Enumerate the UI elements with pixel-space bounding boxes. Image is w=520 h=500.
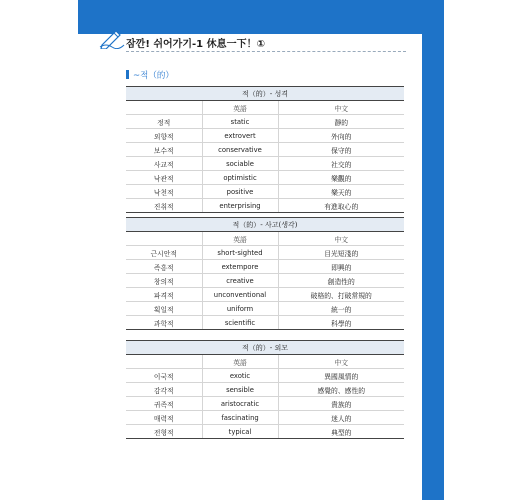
cell-chinese: 即興的 [278, 260, 404, 274]
pencil-icon [98, 27, 126, 49]
header-korean [126, 355, 202, 369]
table-row [126, 260, 404, 274]
cell-chinese: 感覺的、感性的 [278, 383, 404, 397]
cell-chinese: 破格的、打破常規的 [278, 288, 404, 302]
table-row [126, 383, 404, 397]
cell-english: static [202, 115, 278, 129]
section-title-text: ~적（的） [133, 71, 174, 81]
table-caption: 적（的）- 성격 [126, 87, 404, 101]
header-chinese: 中文 [278, 355, 404, 369]
cell-chinese: 異國風情的 [278, 369, 404, 383]
header-english: 英語 [202, 101, 278, 115]
cell-korean: 감각적 [126, 383, 202, 397]
header-english: 英語 [202, 232, 278, 246]
table-row [126, 199, 404, 213]
table-row [126, 425, 404, 439]
header-korean [126, 101, 202, 115]
cell-korean: 창의적 [126, 274, 202, 288]
table-row [126, 411, 404, 425]
cell-korean: 파격적 [126, 288, 202, 302]
cell-chinese: 迷人的 [278, 411, 404, 425]
cell-chinese: 目光短淺的 [278, 246, 404, 260]
header-chinese: 中文 [278, 232, 404, 246]
section-marker-icon [126, 70, 129, 79]
cell-korean: 과학적 [126, 316, 202, 330]
cell-korean: 보수적 [126, 143, 202, 157]
cell-english: typical [202, 425, 278, 439]
table-row [126, 302, 404, 316]
vocab-table-thinking [126, 217, 404, 330]
table-row [126, 246, 404, 260]
cell-korean: 근시안적 [126, 246, 202, 260]
section-title [126, 69, 174, 81]
cell-korean: 획일적 [126, 302, 202, 316]
table-row [126, 143, 404, 157]
header-korean [126, 232, 202, 246]
cell-english: conservative [202, 143, 278, 157]
cell-chinese: 樂天的 [278, 185, 404, 199]
table-row [126, 185, 404, 199]
cell-korean: 귀족적 [126, 397, 202, 411]
cell-english: sensible [202, 383, 278, 397]
table-row [126, 316, 404, 330]
cell-english: uniform [202, 302, 278, 316]
cell-korean: 외향적 [126, 129, 202, 143]
heading-divider [126, 51, 406, 52]
cell-chinese: 統一的 [278, 302, 404, 316]
cell-english: short-sighted [202, 246, 278, 260]
cell-chinese: 外向的 [278, 129, 404, 143]
cell-korean: 매력적 [126, 411, 202, 425]
cell-english: extrovert [202, 129, 278, 143]
cell-chinese: 樂觀的 [278, 171, 404, 185]
table-row [126, 397, 404, 411]
vocab-table-appearance [126, 340, 404, 439]
page-heading [126, 35, 265, 50]
table-row [126, 274, 404, 288]
cell-korean: 사교적 [126, 157, 202, 171]
cell-chinese: 靜的 [278, 115, 404, 129]
top-banner [78, 0, 444, 34]
cell-chinese: 社交的 [278, 157, 404, 171]
cell-korean: 즉흥적 [126, 260, 202, 274]
cell-english: extempore [202, 260, 278, 274]
cell-korean: 전형적 [126, 425, 202, 439]
cell-korean: 이국적 [126, 369, 202, 383]
cell-chinese: 保守的 [278, 143, 404, 157]
cell-english: exotic [202, 369, 278, 383]
cell-english: scientific [202, 316, 278, 330]
table-row [126, 369, 404, 383]
cell-english: optimistic [202, 171, 278, 185]
cell-korean: 정적 [126, 115, 202, 129]
cell-english: sociable [202, 157, 278, 171]
table-header-row [126, 101, 404, 115]
table-row [126, 157, 404, 171]
cell-korean: 낙관적 [126, 171, 202, 185]
table-caption: 적（的）- 외모 [126, 341, 404, 355]
heading-korean: 잠깐! 쉬어가기-1 [126, 39, 204, 50]
cell-korean: 낙천적 [126, 185, 202, 199]
table-row [126, 171, 404, 185]
cell-chinese: 創造性的 [278, 274, 404, 288]
header-chinese: 中文 [278, 101, 404, 115]
cell-english: creative [202, 274, 278, 288]
cell-english: positive [202, 185, 278, 199]
cell-chinese: 典型的 [278, 425, 404, 439]
cell-english: aristocratic [202, 397, 278, 411]
cell-english: unconventional [202, 288, 278, 302]
table-header-row [126, 355, 404, 369]
table-row [126, 288, 404, 302]
cell-korean: 진취적 [126, 199, 202, 213]
heading-chinese: 休息一下！① [206, 39, 266, 50]
table-row [126, 115, 404, 129]
vocab-table-personality [126, 86, 404, 213]
table-header-row [126, 232, 404, 246]
cell-english: fascinating [202, 411, 278, 425]
cell-chinese: 科學的 [278, 316, 404, 330]
side-banner [422, 0, 444, 500]
cell-english: enterprising [202, 199, 278, 213]
header-english: 英語 [202, 355, 278, 369]
cell-chinese: 有進取心的 [278, 199, 404, 213]
table-caption: 적（的）- 사고(생각) [126, 218, 404, 232]
table-row [126, 129, 404, 143]
cell-chinese: 貴族的 [278, 397, 404, 411]
